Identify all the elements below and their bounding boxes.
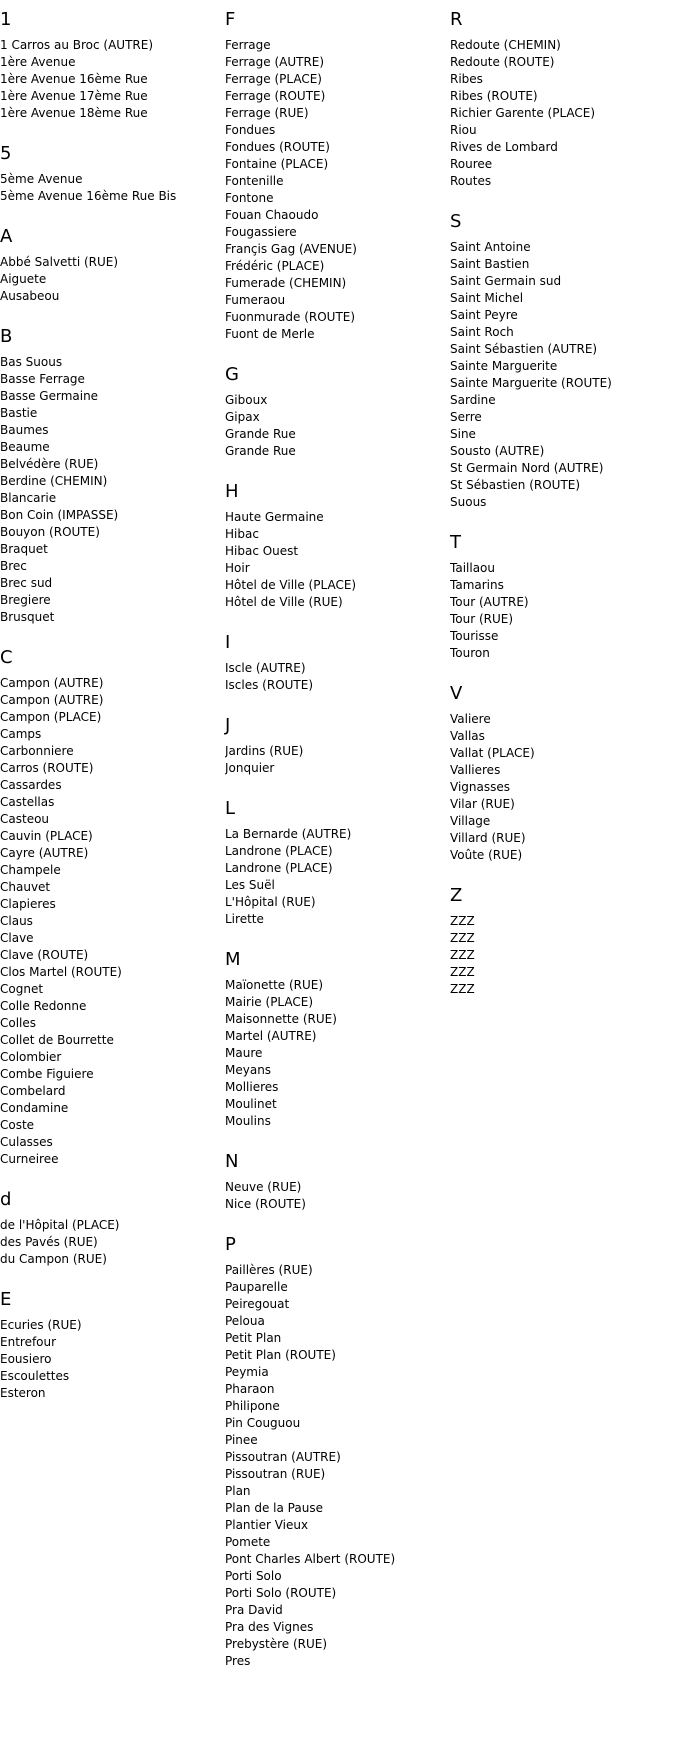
- section-letter-heading: P: [225, 1234, 236, 1255]
- letter-section: [225, 1150, 445, 1213]
- street-item: Petit Plan: [225, 1331, 282, 1345]
- street-list: [0, 675, 220, 1168]
- street-list: [225, 826, 445, 928]
- street-item: de l'Hôpital (PLACE): [0, 1218, 120, 1232]
- section-letter-heading: M: [225, 949, 241, 970]
- street-item: Clapieres: [0, 897, 56, 911]
- street-item: Chauvet: [0, 880, 51, 894]
- street-item: Vilar (RUE): [450, 797, 515, 811]
- section-letter-heading: C: [0, 647, 13, 668]
- street-item: Esteron: [0, 1386, 46, 1400]
- street-item: Vallat (PLACE): [450, 746, 535, 760]
- street-item: L'Hôpital (RUE): [225, 895, 316, 909]
- street-item: Combelard: [0, 1084, 66, 1098]
- street-item: Moulins: [225, 1114, 271, 1128]
- street-item: Meyans: [225, 1063, 272, 1077]
- letter-section: [450, 884, 670, 998]
- street-item: Saint Michel: [450, 291, 524, 305]
- street-item: Pharaon: [225, 1382, 275, 1396]
- street-item: Castellas: [0, 795, 55, 809]
- street-item: 1ère Avenue 17ème Rue: [0, 89, 148, 103]
- street-item: Cauvin (PLACE): [0, 829, 93, 843]
- letter-section: [225, 948, 445, 1130]
- street-item: Martel (AUTRE): [225, 1029, 317, 1043]
- street-list: [450, 711, 670, 864]
- street-item: Cognet: [0, 982, 44, 996]
- street-item: Iscles (ROUTE): [225, 678, 314, 692]
- street-item: Baumes: [0, 423, 49, 437]
- street-item: Landrone (PLACE): [225, 844, 333, 858]
- section-letter-heading: J: [225, 715, 231, 736]
- street-item: Nice (ROUTE): [225, 1197, 306, 1211]
- street-item: Petit Plan (ROUTE): [225, 1348, 336, 1362]
- street-item: Maure: [225, 1046, 263, 1060]
- street-item: ZZZ: [450, 931, 475, 945]
- street-item: Ferrage (PLACE): [225, 72, 322, 86]
- street-item: Plan de la Pause: [225, 1501, 323, 1515]
- street-item: Ribes: [450, 72, 483, 86]
- street-item: Pomete: [225, 1535, 271, 1549]
- street-list: [450, 913, 670, 998]
- street-item: Berdine (CHEMIN): [0, 474, 108, 488]
- street-item: Camps: [0, 727, 42, 741]
- street-item: Pra David: [225, 1603, 283, 1617]
- street-list: [225, 660, 445, 694]
- street-item: Pissoutran (RUE): [225, 1467, 326, 1481]
- street-item: Campon (PLACE): [0, 710, 102, 724]
- street-item: Ferrage (RUE): [225, 106, 309, 120]
- street-item: Bregiere: [0, 593, 51, 607]
- street-item: Cayre (AUTRE): [0, 846, 89, 860]
- section-letter-heading: 1: [0, 9, 12, 30]
- street-item: ZZZ: [450, 914, 475, 928]
- section-letter-heading: B: [0, 326, 13, 347]
- street-item: Haute Germaine: [225, 510, 324, 524]
- letter-section: [450, 531, 670, 662]
- street-item: Grande Rue: [225, 427, 296, 441]
- street-item: Curneiree: [0, 1152, 59, 1166]
- street-item: Hôtel de Ville (RUE): [225, 595, 343, 609]
- street-item: Claus: [0, 914, 33, 928]
- section-letter-heading: L: [225, 798, 236, 819]
- street-item: Hôtel de Ville (PLACE): [225, 578, 357, 592]
- section-letter-heading: 5: [0, 143, 12, 164]
- street-item: Mollieres: [225, 1080, 279, 1094]
- letter-section: [0, 8, 220, 122]
- street-item: Ferrage: [225, 38, 271, 52]
- street-item: Brusquet: [0, 610, 55, 624]
- street-item: Fumerade (CHEMIN): [225, 276, 347, 290]
- street-item: Condamine: [0, 1101, 69, 1115]
- street-item: Sainte Marguerite (ROUTE): [450, 376, 612, 390]
- index-column-1: [0, 8, 220, 1422]
- street-item: Carros (ROUTE): [0, 761, 94, 775]
- street-item: Belvédère (RUE): [0, 457, 99, 471]
- street-item: Frédéric (PLACE): [225, 259, 325, 273]
- letter-section: [0, 142, 220, 205]
- street-item: Escoulettes: [0, 1369, 70, 1383]
- street-list: [0, 171, 220, 205]
- street-item: Rives de Lombard: [450, 140, 558, 154]
- street-item: Les Suël: [225, 878, 275, 892]
- street-item: Ausabeou: [0, 289, 60, 303]
- street-item: Giboux: [225, 393, 268, 407]
- street-item: 5ème Avenue: [0, 172, 83, 186]
- street-item: 1ère Avenue 16ème Rue: [0, 72, 148, 86]
- street-item: Serre: [450, 410, 482, 424]
- street-item: Ferrage (ROUTE): [225, 89, 326, 103]
- street-item: Blancarie: [0, 491, 57, 505]
- street-item: Gipax: [225, 410, 260, 424]
- street-item: Sardine: [450, 393, 496, 407]
- street-list: [225, 509, 445, 611]
- street-item: Pra des Vignes: [225, 1620, 314, 1634]
- street-list: [225, 977, 445, 1130]
- letter-section: [225, 1233, 445, 1670]
- street-item: Mairie (PLACE): [225, 995, 314, 1009]
- street-item: 1ère Avenue: [0, 55, 76, 69]
- street-list: [0, 1217, 220, 1268]
- letter-section: [225, 714, 445, 777]
- street-list: [450, 560, 670, 662]
- street-item: Peloua: [225, 1314, 265, 1328]
- street-item: Ribes (ROUTE): [450, 89, 538, 103]
- street-item: Entrefour: [0, 1335, 57, 1349]
- letter-section: [450, 210, 670, 511]
- street-item: Moulinet: [225, 1097, 277, 1111]
- letter-section: [0, 325, 220, 626]
- street-item: Fuonmurade (ROUTE): [225, 310, 356, 324]
- street-item: Fondues (ROUTE): [225, 140, 330, 154]
- street-item: Rouree: [450, 157, 493, 171]
- index-column-2: [225, 8, 445, 1690]
- street-item: Jonquier: [225, 761, 275, 775]
- street-item: Lirette: [225, 912, 264, 926]
- letter-section: [0, 646, 220, 1168]
- street-item: Tour (AUTRE): [450, 595, 529, 609]
- street-item: des Pavés (RUE): [0, 1235, 98, 1249]
- street-item: Bon Coin (IMPASSE): [0, 508, 119, 522]
- street-item: Hoir: [225, 561, 250, 575]
- street-item: Village: [450, 814, 491, 828]
- street-item: Françis Gag (AVENUE): [225, 242, 357, 256]
- street-item: Campon (AUTRE): [0, 693, 104, 707]
- street-item: Cassardes: [0, 778, 62, 792]
- street-item: Ferrage (AUTRE): [225, 55, 325, 69]
- letter-section: [225, 8, 445, 343]
- section-letter-heading: F: [225, 9, 236, 30]
- section-letter-heading: S: [450, 211, 462, 232]
- street-item: Pissoutran (AUTRE): [225, 1450, 341, 1464]
- street-list: [450, 239, 670, 511]
- street-item: Bouyon (ROUTE): [0, 525, 100, 539]
- street-item: Fouan Chaoudo: [225, 208, 319, 222]
- street-item: Saint Peyre: [450, 308, 518, 322]
- street-item: ZZZ: [450, 965, 475, 979]
- street-item: Colle Redonne: [0, 999, 87, 1013]
- letter-section: [225, 480, 445, 611]
- letter-section: [450, 682, 670, 864]
- street-item: Hibac Ouest: [225, 544, 299, 558]
- street-item: St Sébastien (ROUTE): [450, 478, 581, 492]
- street-item: Neuve (RUE): [225, 1180, 302, 1194]
- street-item: St Germain Nord (AUTRE): [450, 461, 604, 475]
- street-item: Fumeraou: [225, 293, 286, 307]
- street-list: [225, 743, 445, 777]
- street-item: Carbonniere: [0, 744, 74, 758]
- street-list: [0, 37, 220, 122]
- street-item: Sainte Marguerite: [450, 359, 558, 373]
- street-item: Pont Charles Albert (ROUTE): [225, 1552, 396, 1566]
- street-list: [0, 1317, 220, 1402]
- street-item: Champele: [0, 863, 61, 877]
- street-list: [225, 1262, 445, 1670]
- street-item: Pinee: [225, 1433, 258, 1447]
- street-item: Hibac: [225, 527, 259, 541]
- street-item: Maïonette (RUE): [225, 978, 324, 992]
- street-item: Peiregouat: [225, 1297, 290, 1311]
- street-item: Touron: [450, 646, 490, 660]
- street-list: [0, 354, 220, 626]
- street-item: Abbé Salvetti (RUE): [0, 255, 119, 269]
- street-item: Fougassiere: [225, 225, 297, 239]
- street-item: Vallas: [450, 729, 485, 743]
- street-item: Saint Germain sud: [450, 274, 562, 288]
- street-item: Saint Sébastien (AUTRE): [450, 342, 598, 356]
- street-item: du Campon (RUE): [0, 1252, 107, 1266]
- street-item: ZZZ: [450, 982, 475, 996]
- street-item: Richier Garente (PLACE): [450, 106, 596, 120]
- street-item: Philipone: [225, 1399, 280, 1413]
- street-item: Fondues: [225, 123, 276, 137]
- section-letter-heading: I: [225, 632, 231, 653]
- street-item: Riou: [450, 123, 477, 137]
- street-item: Grande Rue: [225, 444, 296, 458]
- street-item: Collet de Bourrette: [0, 1033, 114, 1047]
- street-list: [225, 1179, 445, 1213]
- letter-section: [225, 797, 445, 928]
- street-item: Basse Ferrage: [0, 372, 85, 386]
- street-list: [225, 392, 445, 460]
- street-item: Iscle (AUTRE): [225, 661, 306, 675]
- street-item: Clave: [0, 931, 34, 945]
- street-item: ZZZ: [450, 948, 475, 962]
- street-item: Vallieres: [450, 763, 501, 777]
- section-letter-heading: E: [0, 1289, 12, 1310]
- street-item: Bas Suous: [0, 355, 63, 369]
- street-item: Jardins (RUE): [225, 744, 304, 758]
- street-item: Plan: [225, 1484, 251, 1498]
- street-item: Saint Bastien: [450, 257, 530, 271]
- letter-section: [450, 8, 670, 190]
- street-item: Colles: [0, 1016, 37, 1030]
- street-item: Maisonnette (RUE): [225, 1012, 337, 1026]
- street-item: Prebystère (RUE): [225, 1637, 328, 1651]
- section-letter-heading: G: [225, 364, 239, 385]
- street-item: Plantier Vieux: [225, 1518, 309, 1532]
- street-list: [450, 37, 670, 190]
- street-item: Basse Germaine: [0, 389, 99, 403]
- section-letter-heading: N: [225, 1151, 239, 1172]
- street-item: Peymia: [225, 1365, 269, 1379]
- street-item: Tourisse: [450, 629, 499, 643]
- street-item: 1 Carros au Broc (AUTRE): [0, 38, 154, 52]
- street-item: Landrone (PLACE): [225, 861, 333, 875]
- street-item: Aiguete: [0, 272, 47, 286]
- street-item: Clos Martel (ROUTE): [0, 965, 122, 979]
- street-item: Ecuries (RUE): [0, 1318, 82, 1332]
- street-list: [225, 37, 445, 343]
- street-item: Beaume: [0, 440, 50, 454]
- street-item: Vignasses: [450, 780, 510, 794]
- street-item: Casteou: [0, 812, 50, 826]
- street-item: Taillaou: [450, 561, 495, 575]
- street-item: Tamarins: [450, 578, 504, 592]
- street-item: Suous: [450, 495, 487, 509]
- section-letter-heading: T: [450, 532, 461, 553]
- section-letter-heading: A: [0, 226, 13, 247]
- street-item: Bastie: [0, 406, 38, 420]
- section-letter-heading: d: [0, 1189, 12, 1210]
- street-item: Redoute (ROUTE): [450, 55, 555, 69]
- street-item: Fontone: [225, 191, 274, 205]
- street-item: Routes: [450, 174, 492, 188]
- street-item: Brec: [0, 559, 27, 573]
- section-letter-heading: H: [225, 481, 239, 502]
- letter-section: [0, 1288, 220, 1402]
- street-item: Sousto (AUTRE): [450, 444, 545, 458]
- letter-section: [0, 225, 220, 305]
- street-item: Eousiero: [0, 1352, 52, 1366]
- street-item: Porti Solo (ROUTE): [225, 1586, 337, 1600]
- street-item: Brec sud: [0, 576, 53, 590]
- street-item: Saint Roch: [450, 325, 514, 339]
- street-item: Colombier: [0, 1050, 62, 1064]
- street-item: Fuont de Merle: [225, 327, 315, 341]
- street-item: Tour (RUE): [450, 612, 514, 626]
- street-item: Fontaine (PLACE): [225, 157, 329, 171]
- index-column-3: [450, 8, 670, 1018]
- street-item: Clave (ROUTE): [0, 948, 89, 962]
- street-item: Sine: [450, 427, 476, 441]
- street-item: Pin Couguou: [225, 1416, 301, 1430]
- letter-section: [225, 363, 445, 460]
- street-item: Coste: [0, 1118, 35, 1132]
- street-item: Porti Solo: [225, 1569, 282, 1583]
- section-letter-heading: V: [450, 683, 463, 704]
- street-item: Voûte (RUE): [450, 848, 523, 862]
- letter-section: [225, 631, 445, 694]
- street-item: Pauparelle: [225, 1280, 288, 1294]
- street-item: Fontenille: [225, 174, 284, 188]
- section-letter-heading: R: [450, 9, 463, 30]
- street-list: [0, 254, 220, 305]
- street-item: 5ème Avenue 16ème Rue Bis: [0, 189, 177, 203]
- street-item: Valiere: [450, 712, 491, 726]
- street-item: Combe Figuiere: [0, 1067, 94, 1081]
- street-item: Redoute (CHEMIN): [450, 38, 561, 52]
- street-item: Paillères (RUE): [225, 1263, 313, 1277]
- street-item: Pres: [225, 1654, 251, 1668]
- section-letter-heading: Z: [450, 885, 463, 906]
- street-item: Campon (AUTRE): [0, 676, 104, 690]
- street-item: 1ère Avenue 18ème Rue: [0, 106, 148, 120]
- street-item: Saint Antoine: [450, 240, 531, 254]
- letter-section: [0, 1188, 220, 1268]
- street-item: Culasses: [0, 1135, 53, 1149]
- street-item: Villard (RUE): [450, 831, 526, 845]
- street-item: La Bernarde (AUTRE): [225, 827, 352, 841]
- street-item: Braquet: [0, 542, 48, 556]
